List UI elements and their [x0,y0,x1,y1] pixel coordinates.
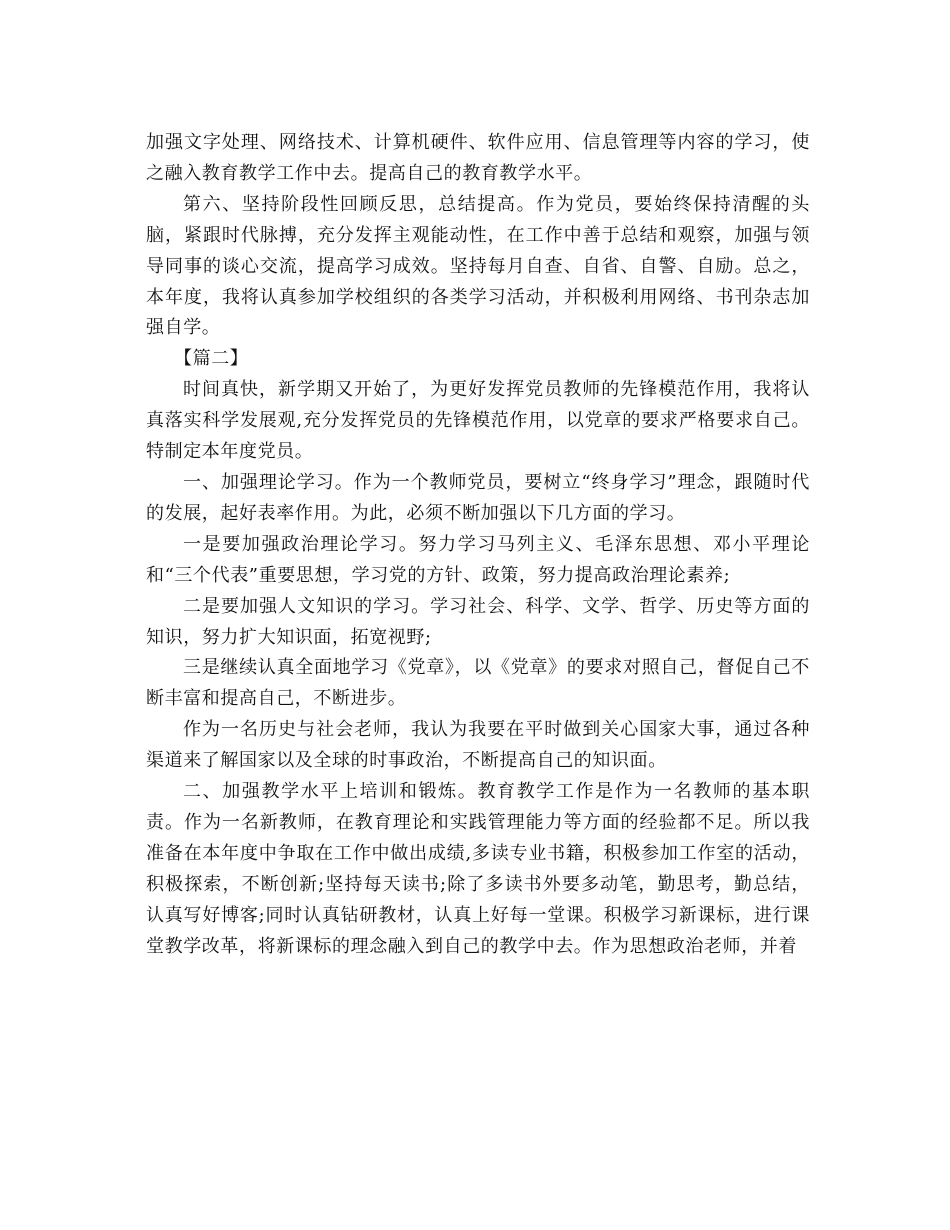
paragraph-history-teacher: 作为一名历史与社会老师，我认为我要在平时做到关心国家大事，通过各种渠道来了解国家以及全球的时事政治，不断提高自己的知识面。 [146,719,810,772]
paragraph-sixth-point: 第六、坚持阶段性回顾反思，总结提高。作为党员，要始终保持清醒的头脑，紧跟时代脉搏，充分发挥主观能动性，在工作中善于总结和观察，加强与领导同事的谈心交流，提高学习成效。坚持每月自查、自省、自警、自励。总之，本年度，我将认真参加学校组织的各类学习活动，并积极利用网络、书刊杂志加强自学。 [146,193,810,339]
paragraph-theory-study: 一、加强理论学习。作为一个教师党员，要树立“终身学习”理念，跟随时代的发展，起好表率作用。为此，必须不断加强以下几方面的学习。 [146,471,810,524]
paragraph-teaching-training: 二、加强教学水平上培训和锻炼。教育教学工作是作为一名教师的基本职责。作为一名新教师，在教育理论和实践管理能力等方面的经验都不足。所以我准备在本年度中争取在工作中做出成绩,多读专业书籍，积极参加工作室的活动，积极探索，不断创新;坚持每天读书;除了多读书外要多动笔，勤思考，勤总结，认真写好博客;同时认真钻研教材，认真上好每一堂课。积极学习新课标，进行课堂教学改革，将新课标的理念融入到自己的教学中去。作为思想政治老师，并着 [146,781,810,957]
paragraph-humanities: 二是要加强人文知识的学习。学习社会、科学、文学、哲学、历史等方面的知识，努力扩大知识面，拓宽视野; [146,595,810,648]
document-body [146,128,810,962]
paragraph-political-theory: 一是要加强政治理论学习。努力学习马列主义、毛泽东思想、邓小平理论和“三个代表”重要思想，学习党的方针、政策，努力提高政治理论素养; [146,533,810,586]
paragraph-party-constitution: 三是继续认真全面地学习《党章》，以《党章》的要求对照自己，督促自己不断丰富和提高自己，不断进步。 [146,657,810,710]
paragraph-intro: 时间真快，新学期又开始了，为更好发挥党员教师的先锋模范作用，我将认真落实科学发展观,充分发挥党员的先锋模范作用，以党章的要求严格要求自己。特制定本年度党员。 [146,379,810,463]
section-heading-part-two: 【篇二】 [174,348,249,370]
paragraph-continuation: 加强文字处理、网络技术、计算机硬件、软件应用、信息管理等内容的学习，使之融入教育教学工作中去。提高自己的教育教学水平。 [146,132,810,184]
